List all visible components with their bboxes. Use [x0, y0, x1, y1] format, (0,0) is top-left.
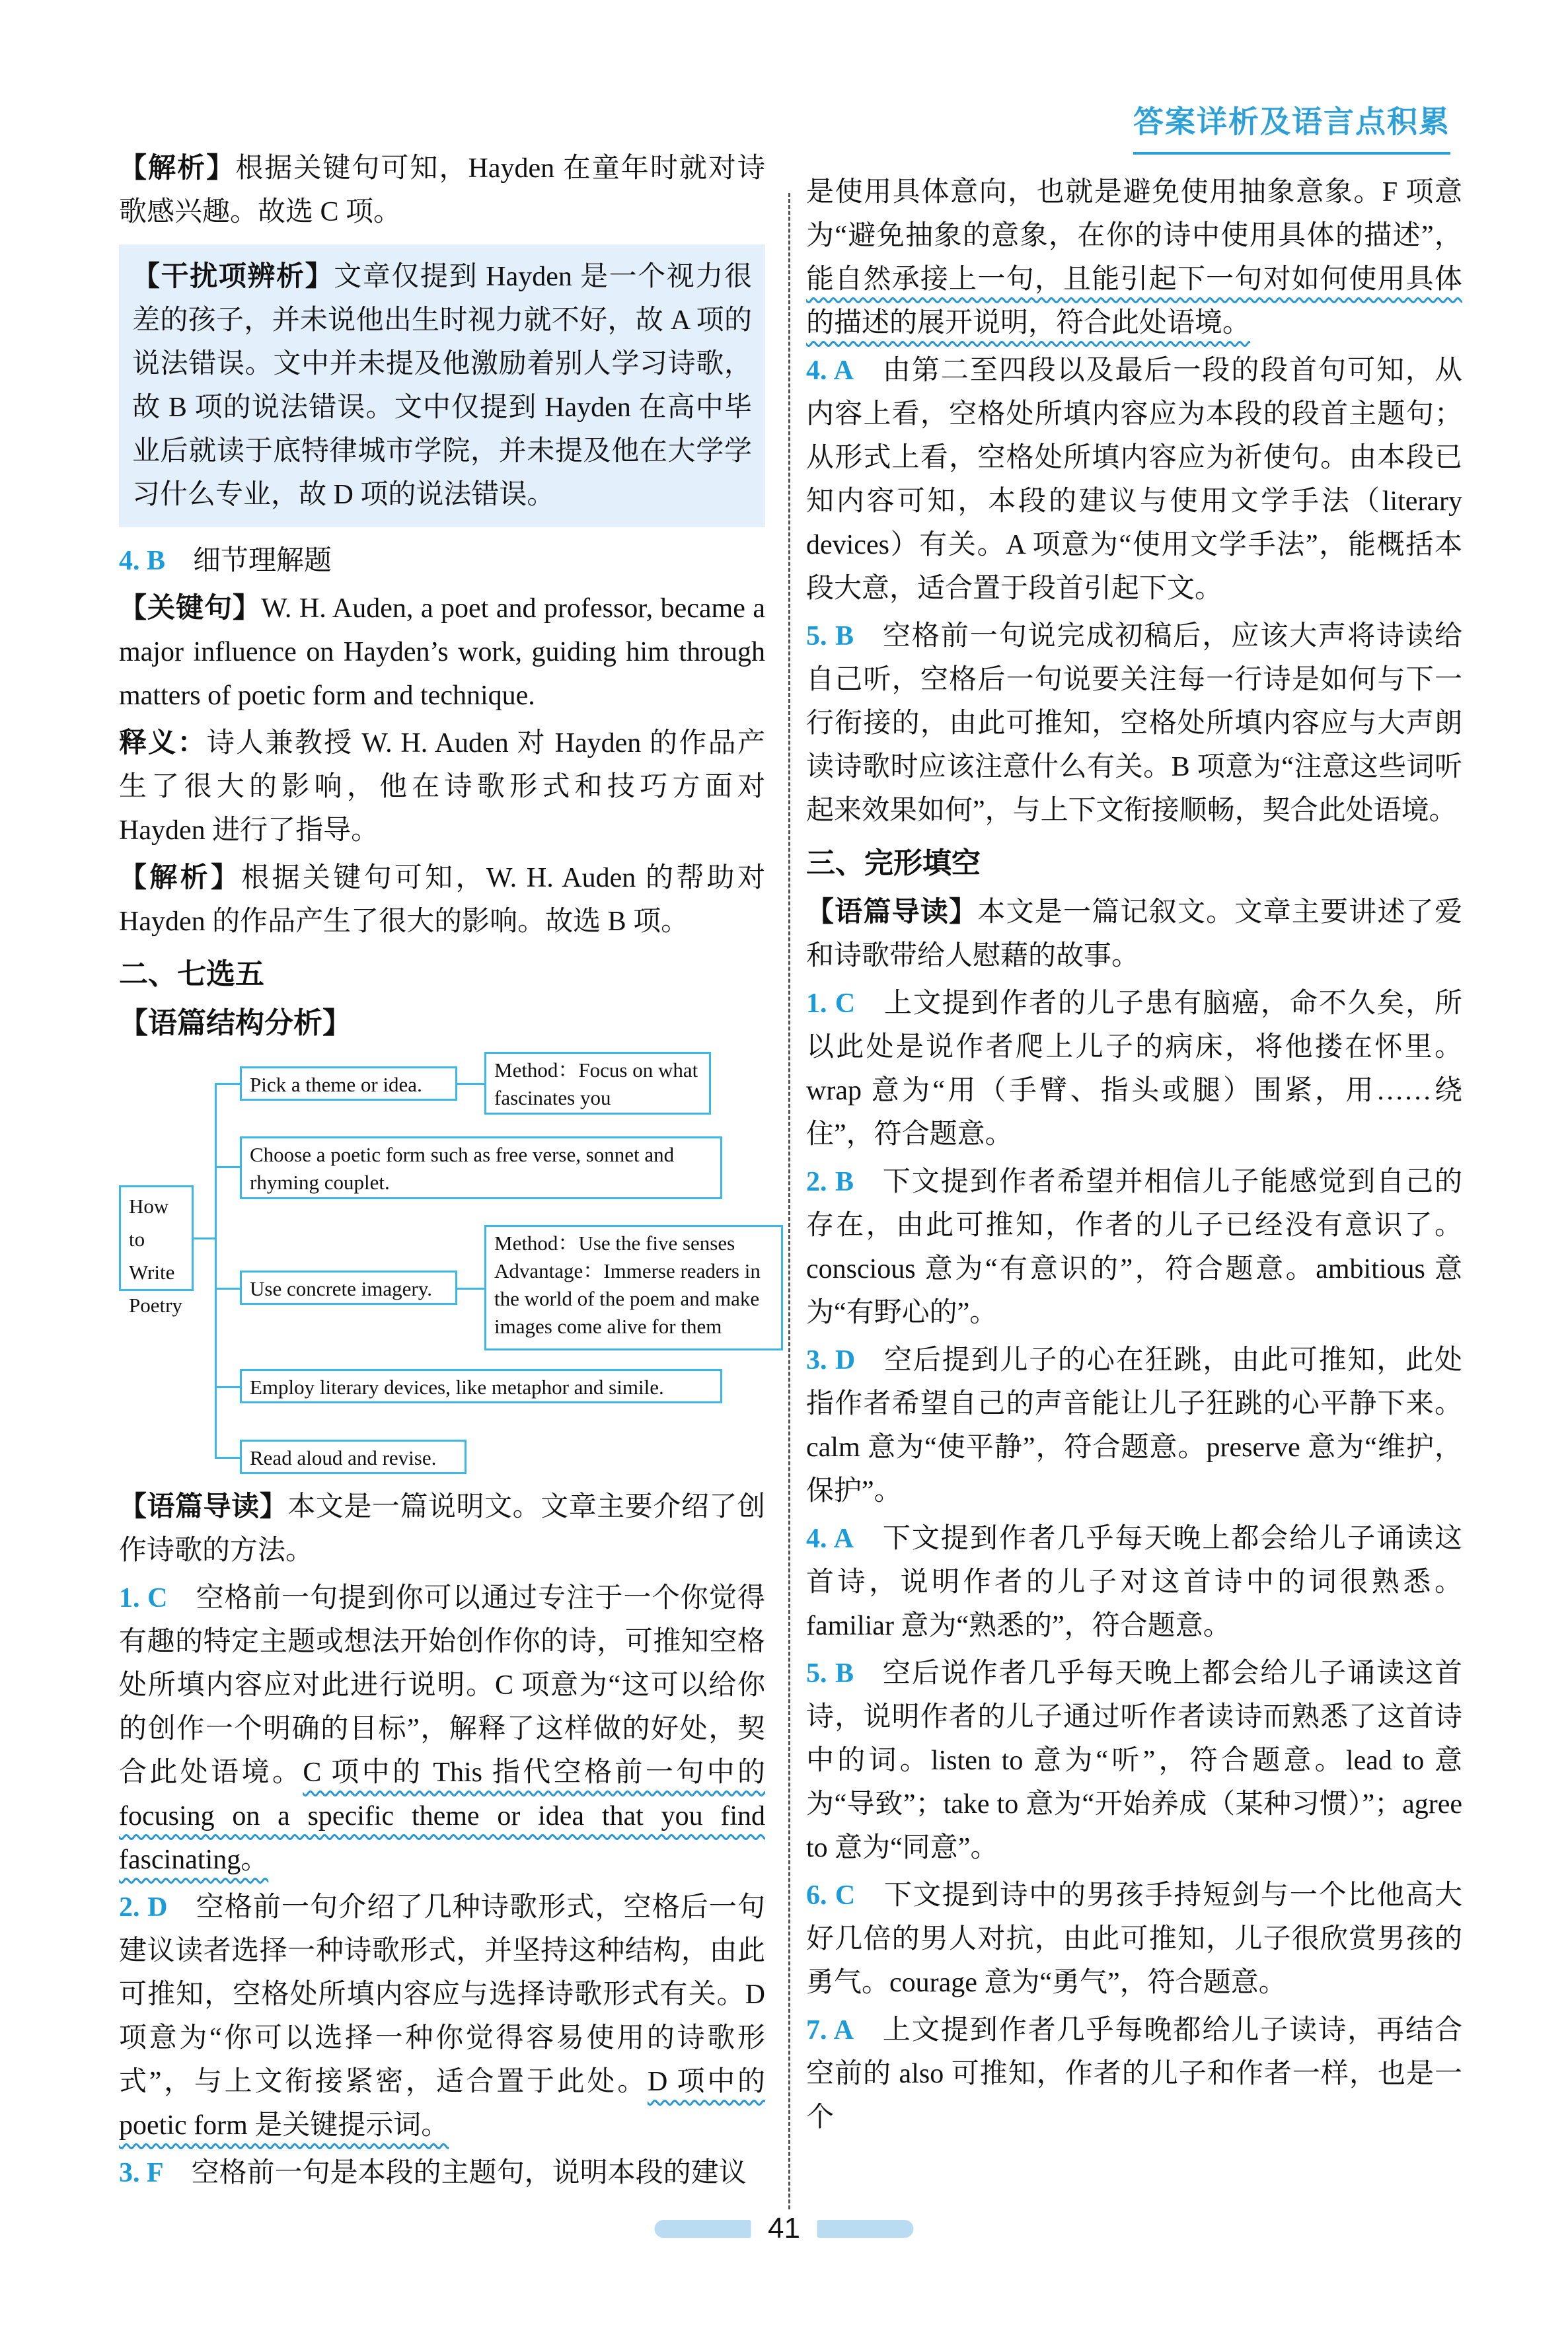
continuation-paragraph [806, 170, 1462, 345]
analysis-text: 根据关键句可知，Hayden 在童年时就对诗歌感兴趣。故选 C 项。 [119, 153, 765, 227]
diagram-root-connector [194, 1237, 215, 1239]
diagram-branch-connector [215, 1288, 240, 1290]
paraphrase-paragraph [119, 721, 765, 852]
diagram-root-box [119, 1185, 194, 1317]
diagram-note2-line: images come alive for them [494, 1315, 722, 1338]
item-1c-number: 1. C [119, 1583, 168, 1613]
cloze-item-text: 下文提到作者几乎每天晚上都会给儿子诵读这首诗，说明作者的儿子对这首诗中的词很熟悉。familiar 意为“熟悉的”，符合题意。 [806, 1524, 1462, 1641]
distractor-label: 【干扰项辨析】 [132, 262, 334, 292]
analysis2-label: 【解析】 [119, 863, 242, 893]
diagram-note2-line: the world of the poem and make [494, 1287, 760, 1310]
analysis-label: 【解析】 [119, 153, 236, 184]
cloze-item-text: 下文提到作者希望并相信儿子能感觉到自己的存在，由此可推知，作者的儿子已经没有意识了。conscious 意为“有意识的”，符合题意。ambitious 意为“有野心的”。 [806, 1167, 1462, 1328]
cloze-intro-text: 本文是一篇记叙文。文章主要讲述了爱和诗歌带给人慰藉的故事。 [806, 897, 1462, 971]
diagram-note-connector [457, 1288, 484, 1290]
continuation-keyhint: 能自然承接上一句，且能引起下一句对如何使用具体的描述的展开说明，符合此处语境。 [806, 264, 1462, 338]
item-4b [119, 539, 765, 583]
cloze-item-number: 7. A [806, 2015, 854, 2046]
page-title: 答案详析及语言点积累 [1133, 98, 1450, 155]
diagram-trunk-line [215, 1083, 217, 1459]
diagram-root-line: Poetry [129, 1294, 182, 1317]
cloze-item [806, 1160, 1462, 1335]
cloze-item [806, 1874, 1462, 2005]
passage-intro-label: 【语篇导读】 [119, 1492, 288, 1522]
column-divider [788, 193, 790, 2209]
cloze-item [806, 2009, 1462, 2139]
item-1c-keyhint: C 项中的 This 指代空格前一句中的 focusing on a specific theme or idea that you find fascinating。 [119, 1757, 765, 1875]
page-footer [654, 2212, 914, 2245]
cloze-item-text: 下文提到诗中的男孩手持短剑与一个比他高大好几倍的男人对抗，由此可推知，儿子很欣赏男孩的勇气。courage 意为“勇气”，符合题意。 [806, 1880, 1462, 1998]
diagram-branch-connector [215, 1166, 240, 1168]
diagram-branch-connector [215, 1083, 240, 1085]
diagram-branch4-box: Employ literary devices, like metaphor and simile. [240, 1369, 722, 1403]
cloze-item [806, 1517, 1462, 1648]
item-4b-number: 4. B [119, 546, 166, 576]
diagram-branch2-line: Choose a poetic form such as free verse, sonnet and [250, 1143, 675, 1166]
item-2d [119, 1886, 765, 2147]
item-1c [119, 1576, 765, 1882]
item-2d-keyhint: D 项中的 poetic form 是关键提示词。 [119, 2067, 765, 2141]
analysis2-paragraph [119, 856, 765, 943]
structure-analysis-label: 【语篇结构分析】 [119, 1007, 352, 1039]
cloze-item-text: 空后提到儿子的心在狂跳，由此可推知，此处指作者希望自己的声音能让儿子狂跳的心平静下来。calm 意为“使平静”，符合题意。preserve 意为“维护，保护”。 [806, 1345, 1462, 1506]
diagram-branch1-box: Pick a theme or idea. [240, 1066, 457, 1101]
cloze-item-number: 4. A [806, 1524, 854, 1554]
cloze-item-number: 6. C [806, 1880, 856, 1911]
left-column [119, 147, 765, 2199]
diagram-root-line: Write [129, 1261, 175, 1284]
item-3f [119, 2151, 765, 2195]
key-sentence-text: W. H. Auden, a poet and professor, became a major influence on Hayden’s work, guiding him through matters of poetic form and technique. [119, 593, 765, 711]
cloze-item-number: 5. B [806, 1658, 854, 1689]
diagram-note1-box [484, 1052, 711, 1115]
footer-right-pill [817, 2220, 914, 2238]
passage-intro-text: 本文是一篇说明文。文章主要介绍了创作诗歌的方法。 [119, 1492, 765, 1566]
diagram-branch-connector [215, 1386, 240, 1388]
item-4b-text: 细节理解题 [193, 546, 332, 576]
item-3f-text: 空格前一句是本段的主题句，说明本段的建议 [191, 2158, 747, 2188]
diagram-branch2-line: rhyming couplet. [250, 1171, 390, 1194]
page-number: 41 [768, 2212, 800, 2244]
diagram-root-line: How to [129, 1195, 169, 1251]
item-2d-text: 空格前一句介绍了几种诗歌形式，空格后一句建议读者选择一种诗歌形式，并坚持这种结构，由此可推知，空格处所填内容应与选择诗歌形式有关。D 项意为“你可以选择一种你觉得容易使用的诗歌形式”，与上文衔接紧密，适合置于此处。 [119, 1892, 765, 2097]
continuation-text: 是使用具体意向，也就是避免使用抽象意象。F 项意为“避免抽象的意象，在你的诗中使用具体的描述”， [806, 177, 1462, 251]
diagram-branch2-box [240, 1136, 722, 1199]
passage-intro-paragraph [119, 1485, 765, 1572]
paraphrase-text: 诗人兼教授 W. H. Auden 对 Hayden 的作品产生了很大的影响，他在诗歌形式和技巧方面对 Hayden 进行了指导。 [119, 728, 765, 846]
key-sentence-label: 【关键句】 [119, 593, 262, 624]
distractor-analysis-box [119, 244, 765, 527]
analysis2-text: 根据关键句可知，W. H. Auden 的帮助对 Hayden 的作品产生了很大的影响。故选 B 项。 [119, 863, 765, 937]
distractor-text: 文章仅提到 Hayden 是一个视力很差的孩子，并未说他出生时视力就不好，故 A 项的说法错误。文中并未提及他激励着别人学习诗歌，故 B 项的说法错误。文中仅提到 Hayden 在高中毕业后就读于底特律城市学院，并未提及他在大学学习什么专业，故 D 项的说法错误。 [132, 262, 752, 510]
cloze-intro-paragraph [806, 891, 1462, 978]
cloze-item [806, 982, 1462, 1156]
cloze-item-text: 空后说作者几乎每天晚上都会给儿子诵读这首诗，说明作者的儿子通过听作者读诗而熟悉了这首诗中的词。listen to 意为“听”，符合题意。lead to 意为“导致”；take to 意为“开始养成（某种习惯）”；agree to 意为“同意”。 [806, 1658, 1462, 1863]
diagram-branch3-box: Use concrete imagery. [240, 1271, 457, 1305]
diagram-note2-box [484, 1225, 783, 1350]
item-4a-gap [806, 349, 1462, 610]
cloze-item [806, 1652, 1462, 1870]
diagram-note1-line: Method：Focus on what [494, 1058, 698, 1082]
section-cloze: 三、完形填空 [806, 847, 981, 879]
item-2d-number: 2. D [119, 1892, 168, 1923]
section-seven-choose-five: 二、七选五 [119, 958, 264, 990]
diagram-branch5-box: Read aloud and revise. [240, 1440, 467, 1474]
item-4a-gap-text: 由第二至四段以及最后一段的段首句可知，从内容上看，空格处所填内容应为本段的段首主题句；从形式上看，空格处所填内容应为祈使句。由本段已知内容可知，本段的建议与使用文学手法（literary devices）有关。A 项意为“使用文学手法”，能概括本段大意，适合置于段首引起下文。 [806, 355, 1462, 604]
cloze-item-text: 上文提到作者的儿子患有脑癌，命不久矣，所以此处是说作者爬上儿子的病床，将他搂在怀里。wrap 意为“用（手臂、指头或腿）围紧，用……绕住”，符合题意。 [806, 988, 1462, 1150]
text-structure-diagram [119, 1052, 786, 1475]
footer-left-pill [654, 2220, 751, 2238]
key-sentence-paragraph [119, 587, 765, 718]
diagram-branch-connector [215, 1457, 240, 1459]
diagram-note2-line: Method：Use the five senses [494, 1232, 735, 1255]
cloze-item-number: 3. D [806, 1345, 856, 1376]
diagram-note-connector [457, 1083, 484, 1085]
cloze-item-number: 2. B [806, 1167, 854, 1197]
cloze-intro-label: 【语篇导读】 [806, 897, 978, 928]
diagram-note2-line: Advantage：Immerse readers in [494, 1259, 761, 1282]
item-5b-gap [806, 614, 1462, 832]
item-5b-gap-number: 5. B [806, 621, 854, 651]
cloze-item [806, 1339, 1462, 1513]
item-3f-number: 3. F [119, 2158, 164, 2188]
cloze-item-text: 上文提到作者几乎每晚都给儿子读诗，再结合空前的 also 可推知，作者的儿子和作者一样，也是一个 [806, 2015, 1462, 2133]
diagram-note1-line: fascinates you [494, 1086, 611, 1109]
item-4a-gap-number: 4. A [806, 355, 854, 386]
item-5b-gap-text: 空格前一句说完成初稿后，应该大声将诗读给自己听，空格后一句说要关注每一行诗是如何与下一行衔接的，由此可推知，空格处所填内容应与大声朗读诗歌时应该注意什么有关。B 项意为“注意这些词听起来效果如何”，与上下文衔接顺畅，契合此处语境。 [806, 621, 1462, 826]
paraphrase-label: 释义： [119, 728, 207, 758]
cloze-item-number: 1. C [806, 988, 856, 1019]
item-1c-text: 空格前一句提到你可以通过专注于一个你觉得有趣的特定主题或想法开始创作你的诗，可推知空格处所填内容应对此进行说明。C 项意为“这可以给你的创作一个明确的目标”，解释了这样做的好处，契合此处语境。 [119, 1583, 765, 1788]
right-column [806, 170, 1462, 2143]
analysis-paragraph [119, 147, 765, 234]
